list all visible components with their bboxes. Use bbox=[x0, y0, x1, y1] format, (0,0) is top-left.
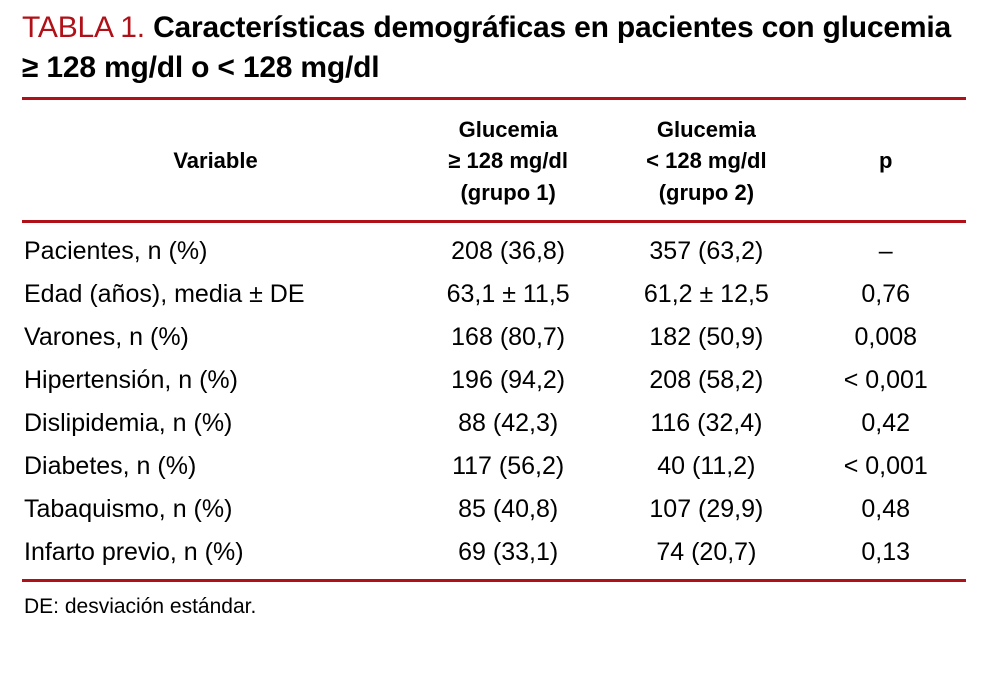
demographics-table bbox=[22, 100, 966, 579]
cell-p: 0,13 bbox=[861, 537, 911, 566]
cell-group2: 74 (20,7) bbox=[656, 537, 757, 566]
table-body bbox=[22, 223, 966, 579]
table-row bbox=[22, 402, 966, 445]
cell-group2: 357 (63,2) bbox=[649, 236, 764, 265]
cell-variable: Infarto previo, n (%) bbox=[24, 537, 244, 566]
header-label-p: p bbox=[879, 148, 893, 174]
cell-group2: 208 (58,2) bbox=[649, 365, 764, 394]
cell-p: 0,48 bbox=[861, 494, 911, 523]
cell-group2: 107 (29,9) bbox=[649, 494, 764, 523]
table-row bbox=[22, 445, 966, 488]
cell-group2: 61,2 ± 12,5 bbox=[643, 279, 769, 308]
header-cell-variable bbox=[22, 100, 409, 220]
cell-p: 0,008 bbox=[854, 322, 918, 351]
cell-variable: Hipertensión, n (%) bbox=[24, 365, 238, 394]
header-label-group1-line1: Glucemia bbox=[458, 117, 558, 143]
table-row bbox=[22, 223, 966, 273]
table-row bbox=[22, 488, 966, 531]
table-row bbox=[22, 273, 966, 316]
header-row bbox=[22, 100, 966, 220]
table-row bbox=[22, 359, 966, 402]
cell-p: 0,42 bbox=[861, 408, 911, 437]
table-number-label: TABLA 1. bbox=[22, 11, 145, 44]
cell-group1: 85 (40,8) bbox=[458, 494, 559, 523]
cell-group2: 116 (32,4) bbox=[650, 408, 763, 437]
header-label-group2-line2: < 128 mg/dl bbox=[646, 148, 767, 174]
table-footnote: DE: desviación estándar. bbox=[24, 594, 257, 618]
header-label-variable: Variable bbox=[173, 148, 258, 174]
cell-group1: 63,1 ± 11,5 bbox=[446, 279, 570, 308]
cell-variable: Tabaquismo, n (%) bbox=[24, 494, 233, 523]
cell-p: – bbox=[878, 236, 893, 265]
table-caption bbox=[22, 8, 966, 87]
header-cell-group1 bbox=[409, 100, 607, 220]
table-row bbox=[22, 531, 966, 579]
cell-group1: 88 (42,3) bbox=[458, 408, 559, 437]
cell-p: < 0,001 bbox=[843, 451, 928, 480]
cell-group1: 168 (80,7) bbox=[451, 322, 566, 351]
cell-variable: Dislipidemia, n (%) bbox=[24, 408, 233, 437]
cell-variable: Varones, n (%) bbox=[24, 322, 189, 351]
header-label-group1-line2: ≥ 128 mg/dl bbox=[448, 148, 568, 174]
cell-variable: Pacientes, n (%) bbox=[24, 236, 208, 265]
cell-variable: Edad (años), media ± DE bbox=[24, 279, 305, 308]
cell-group2: 40 (11,2) bbox=[657, 451, 756, 480]
table-caption-text: Características demográficas en pacientes con glucemia ≥ 128 mg/dl o < 128 mg/dl bbox=[22, 11, 951, 84]
cell-group2: 182 (50,9) bbox=[649, 322, 764, 351]
header-label-group2-line3: (grupo 2) bbox=[658, 179, 755, 205]
cell-variable: Diabetes, n (%) bbox=[24, 451, 197, 480]
cell-group1: 196 (94,2) bbox=[451, 365, 566, 394]
cell-p: 0,76 bbox=[861, 279, 911, 308]
cell-p: < 0,001 bbox=[843, 365, 928, 394]
header-cell-p bbox=[806, 100, 967, 220]
header-cell-group2 bbox=[607, 100, 805, 220]
cell-group1: 117 (56,2) bbox=[452, 451, 565, 480]
table-row bbox=[22, 316, 966, 359]
header-label-group1-line3: (grupo 1) bbox=[460, 179, 556, 205]
cell-group1: 208 (36,8) bbox=[451, 236, 566, 265]
table-header bbox=[22, 100, 966, 223]
cell-group1: 69 (33,1) bbox=[458, 537, 559, 566]
header-label-group2-line1: Glucemia bbox=[656, 117, 756, 143]
